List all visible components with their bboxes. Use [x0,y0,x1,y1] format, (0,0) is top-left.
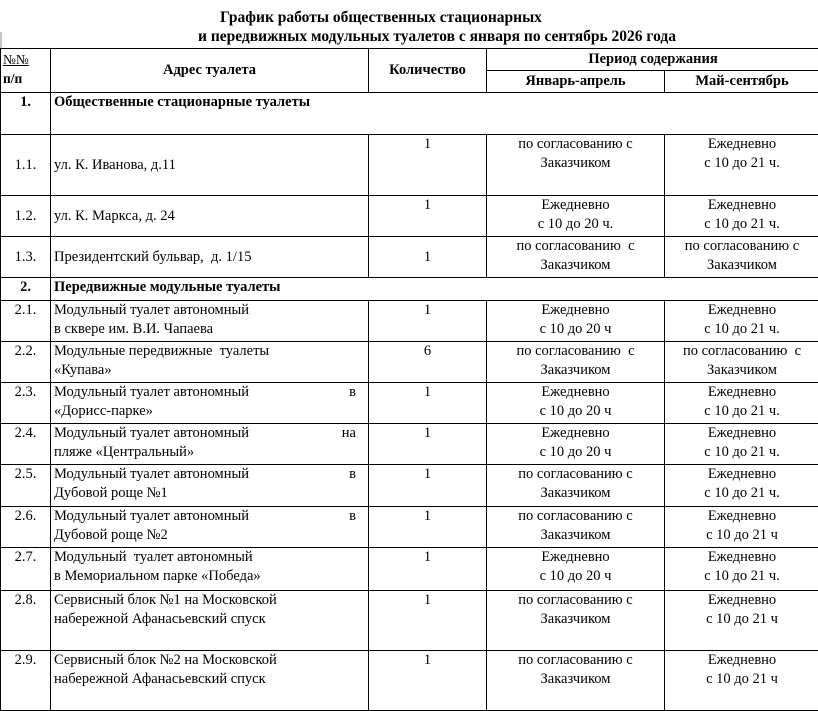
table-row [1,301,818,342]
period-may-sep-cell-line1: Ежедневно [667,507,817,526]
address-line1: Президентский бульвар, д. 1/15 [54,248,251,267]
address-line1-wrap [54,156,366,175]
period-jan-apr-cell [487,342,665,383]
quantity-cell: 1 [369,424,487,465]
header-quantity: Количество [369,49,487,93]
section-title: Передвижные модульные туалеты [51,278,818,301]
address-line1: Модульный туалет автономный [54,301,249,320]
period-may-sep-cell [665,651,818,711]
period-jan-apr-cell-line1: по согласованию с [489,237,662,256]
table-row [1,237,818,278]
row-number: 2.4. [1,424,51,465]
period-jan-apr-cell-line2: с 10 до 20 ч [489,402,662,421]
row-number: 1.1. [1,135,51,196]
address-line2: Дубовой роще №2 [54,526,366,545]
period-may-sep-cell [665,237,818,278]
section-number: 2. [1,278,51,301]
table-row [1,507,818,548]
header-num [1,49,51,93]
section-row [1,93,818,135]
period-may-sep-cell-line2: с 10 до 21 ч. [667,484,817,503]
period-jan-apr-cell-line2: Заказчиком [489,670,662,689]
header-period-jan-apr: Январь-апрель [487,71,665,93]
address-line1: Сервисный блок №1 на Московской [54,591,277,610]
period-jan-apr-cell-line1: Ежедневно [489,548,662,567]
quantity-cell: 1 [369,591,487,651]
period-jan-apr-cell [487,237,665,278]
period-jan-apr-cell-line1: по согласованию с [489,651,662,670]
period-jan-apr-cell-line2: с 10 до 20 ч [489,320,662,339]
period-may-sep-cell-line2: с 10 до 21 ч. [667,215,817,234]
period-jan-apr-cell [487,383,665,424]
address-line1-tail: в [349,465,356,484]
period-may-sep-cell-line2: с 10 до 21 ч [667,610,817,629]
period-may-sep-cell [665,507,818,548]
address-cell [51,383,369,424]
address-line1-wrap [54,383,366,402]
period-jan-apr-cell-line1: по согласованию с [489,465,662,484]
period-jan-apr-cell [487,301,665,342]
address-line1-tail: на [342,424,356,443]
quantity-cell: 1 [369,548,487,591]
period-jan-apr-cell-line2: Заказчиком [489,484,662,503]
period-may-sep-cell-line1: Ежедневно [667,196,817,215]
address-line2: «Купава» [54,361,366,380]
table-row [1,196,818,237]
period-jan-apr-cell [487,465,665,507]
address-cell [51,196,369,237]
header-num-line2: п/п [3,69,48,88]
address-line1: ул. К. Маркса, д. 24 [54,207,175,226]
period-may-sep-cell-line2: с 10 до 21 ч. [667,320,817,339]
row-number: 2.1. [1,301,51,342]
period-may-sep-cell [665,591,818,651]
period-jan-apr-cell [487,548,665,591]
header-address: Адрес туалета [51,49,369,93]
address-line1: Модульные передвижные туалеты [54,342,269,361]
period-may-sep-cell-line1: Ежедневно [667,301,817,320]
period-may-sep-cell [665,342,818,383]
period-jan-apr-cell-line1: по согласованию с [489,591,662,610]
row-number: 2.2. [1,342,51,383]
table-row [1,424,818,465]
document-title-line2: и передвижных модульных туалетов с января по сентябрь 2026 года [28,27,818,47]
address-line2: Дубовой роще №1 [54,484,366,503]
schedule-table [0,48,818,711]
period-may-sep-cell-line2: с 10 до 21 ч [667,526,817,545]
period-may-sep-cell [665,135,818,196]
period-may-sep-cell-line2: с 10 до 21 ч. [667,443,817,462]
period-jan-apr-cell-line1: Ежедневно [489,424,662,443]
period-jan-apr-cell-line2: Заказчиком [489,610,662,629]
address-cell [51,237,369,278]
row-number: 2.8. [1,591,51,651]
period-may-sep-cell-line1: по согласованию с [667,342,817,361]
address-cell [51,651,369,711]
row-number: 2.3. [1,383,51,424]
address-line1-wrap [54,342,366,361]
table-row [1,383,818,424]
address-line1-wrap [54,424,366,443]
period-may-sep-cell-line2: с 10 до 21 ч [667,670,817,689]
address-line1: Модульный туалет автономный [54,548,253,567]
address-line1: Сервисный блок №2 на Московской [54,651,277,670]
table-row [1,548,818,591]
row-number: 2.7. [1,548,51,591]
period-jan-apr-cell-line1: по согласованию с [489,135,662,154]
address-line1-wrap [54,507,366,526]
address-line1: Модульный туалет автономный [54,507,249,526]
period-may-sep-cell-line2: Заказчиком [667,361,817,380]
quantity-cell: 1 [369,507,487,548]
quantity-cell: 6 [369,342,487,383]
quantity-cell: 1 [369,651,487,711]
address-line1-wrap [54,465,366,484]
address-line2: «Дорисс-парке» [54,402,366,421]
address-line1-wrap [54,301,366,320]
quantity-cell: 1 [369,135,487,196]
period-jan-apr-cell-line1: Ежедневно [489,301,662,320]
period-may-sep-cell-line1: Ежедневно [667,465,817,484]
address-line1-wrap [54,591,366,610]
address-line2: набережной Афанасьевский спуск [54,670,366,689]
period-jan-apr-cell-line2: с 10 до 20 ч [489,567,662,586]
period-jan-apr-cell [487,196,665,237]
period-may-sep-cell [665,424,818,465]
address-line2: пляже «Центральный» [54,443,366,462]
period-jan-apr-cell-line2: с 10 до 20 ч [489,443,662,462]
period-may-sep-cell-line1: Ежедневно [667,135,817,154]
address-cell [51,507,369,548]
quantity-cell: 1 [369,301,487,342]
section-title: Общественные стационарные туалеты [51,93,818,135]
section-row [1,278,818,301]
address-line1-wrap [54,651,366,670]
period-jan-apr-cell [487,135,665,196]
table-row [1,465,818,507]
period-jan-apr-cell-line2: Заказчиком [489,526,662,545]
period-jan-apr-cell-line1: по согласованию с [489,342,662,361]
address-cell [51,424,369,465]
period-jan-apr-cell [487,651,665,711]
address-line1-wrap [54,548,366,567]
address-cell [51,591,369,651]
period-may-sep-cell-line2: Заказчиком [667,256,817,275]
period-jan-apr-cell-line2: Заказчиком [489,361,662,380]
quantity-cell: 1 [369,196,487,237]
address-line1-tail: в [349,383,356,402]
period-may-sep-cell [665,301,818,342]
address-line1: Модульный туалет автономный [54,383,249,402]
period-jan-apr-cell [487,424,665,465]
period-may-sep-cell-line2: с 10 до 21 ч. [667,402,817,421]
period-may-sep-cell [665,196,818,237]
address-line2: в Мемориальном парке «Победа» [54,567,366,586]
row-number: 2.9. [1,651,51,711]
period-may-sep-cell-line2: с 10 до 21 ч. [667,154,817,173]
document-title-line1: График работы общественных стационарных [0,8,790,28]
quantity-cell: 1 [369,237,487,278]
period-may-sep-cell-line2: с 10 до 21 ч. [667,567,817,586]
address-line1: Модульный туалет автономный [54,465,249,484]
address-line1: ул. К. Иванова, д.11 [54,156,176,175]
period-jan-apr-cell-line2: Заказчиком [489,256,662,275]
table-row [1,651,818,711]
table-body [1,93,818,711]
period-jan-apr-cell [487,591,665,651]
address-line2: в сквере им. В.И. Чапаева [54,320,366,339]
address-line1: Модульный туалет автономный [54,424,249,443]
period-jan-apr-cell-line1: по согласованию с [489,507,662,526]
address-cell [51,465,369,507]
period-jan-apr-cell-line2: Заказчиком [489,154,662,173]
address-cell [51,135,369,196]
period-jan-apr-cell-line1: Ежедневно [489,383,662,402]
table-row [1,135,818,196]
section-number: 1. [1,93,51,135]
address-line1-tail: в [349,507,356,526]
period-may-sep-cell-line1: Ежедневно [667,548,817,567]
quantity-cell: 1 [369,465,487,507]
header-period-may-sep: Май-сентябрь [665,71,818,93]
address-cell [51,548,369,591]
address-cell [51,301,369,342]
header-period: Период содержания [487,49,818,71]
address-line1-wrap [54,248,366,267]
period-may-sep-cell [665,465,818,507]
address-cell [51,342,369,383]
table-row [1,591,818,651]
period-may-sep-cell-line1: Ежедневно [667,424,817,443]
period-may-sep-cell-line1: Ежедневно [667,651,817,670]
address-line1-wrap [54,207,366,226]
period-may-sep-cell-line1: по согласованию с [667,237,817,256]
header-num-line1: №№ [3,50,48,69]
period-may-sep-cell-line1: Ежедневно [667,383,817,402]
period-jan-apr-cell [487,507,665,548]
row-number: 2.5. [1,465,51,507]
quantity-cell: 1 [369,383,487,424]
left-margin-mark [0,32,2,48]
period-may-sep-cell-line1: Ежедневно [667,591,817,610]
period-jan-apr-cell-line2: с 10 до 20 ч. [489,215,662,234]
period-may-sep-cell [665,383,818,424]
period-jan-apr-cell-line1: Ежедневно [489,196,662,215]
period-may-sep-cell [665,548,818,591]
table-row [1,342,818,383]
row-number: 2.6. [1,507,51,548]
row-number: 1.3. [1,237,51,278]
address-line2: набережной Афанасьевский спуск [54,610,366,629]
row-number: 1.2. [1,196,51,237]
